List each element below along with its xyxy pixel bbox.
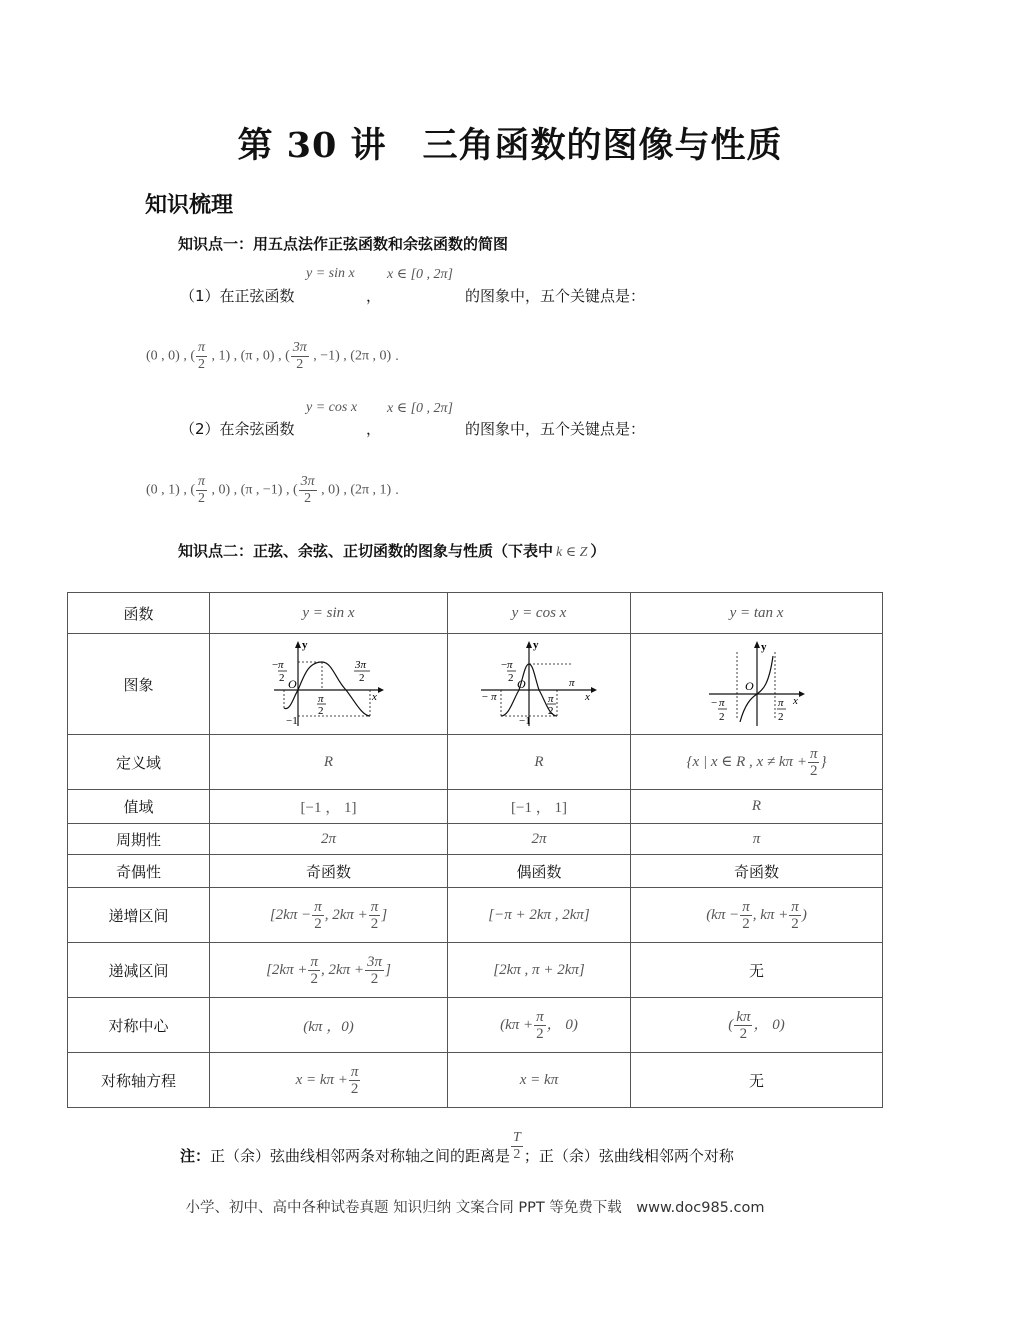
- cos-pi-label: π: [569, 677, 575, 689]
- section-heading: 知识梳理: [145, 193, 234, 218]
- page-title: 第 30 讲 三角函数的图像与性质: [237, 125, 783, 166]
- note-label: 注：: [180, 1147, 211, 1165]
- kp1-item1-points: (0 , 0) , ( $\frac{\pi}{2}$ , 1) , (π , 0) , ( $\frac{3\pi}{2}$ , −1) , (2π , 0) .: [146, 340, 399, 372]
- kp1-item2-domain: x ∈ [0 , 2π]: [387, 401, 453, 416]
- cos-minus-one: −1: [519, 715, 531, 727]
- note-text2: ；正（余）弦曲线相邻两个对称: [523, 1147, 734, 1165]
- tan-graph: [709, 638, 805, 730]
- sin-minus-one: −1: [285, 715, 298, 727]
- kp1-item2-func: y = cos x: [306, 400, 358, 415]
- cos-neg-pi-label: − π: [481, 691, 497, 703]
- sin-pi-half-num: π: [317, 693, 324, 705]
- kp1-item1-domain: x ∈ [0 , 2π]: [387, 267, 453, 282]
- cell-axis-sin: x = kπ + $\frac{\pi}{2}$: [210, 1053, 448, 1108]
- sin-3pi-num: 3π: [354, 659, 366, 671]
- cos-neg-sign: −: [501, 659, 508, 671]
- tan-y-label: y: [760, 641, 766, 653]
- table-row-increasing: [68, 888, 883, 943]
- kp1-item1-func: y = sin x: [306, 266, 355, 281]
- cell-range-tan: R: [631, 790, 883, 824]
- tan-neg-pi-den: 2: [718, 711, 724, 723]
- table-row-decreasing: [68, 943, 883, 998]
- note-fraction: $\frac{T}{2}$: [513, 1130, 521, 1162]
- kp1-item1-comma: ，: [366, 287, 382, 305]
- sin-x-label: x: [371, 691, 377, 703]
- table-row-axis: [68, 1053, 883, 1108]
- cell-dec-cos: [2kπ , π + 2kπ]: [448, 943, 631, 998]
- cell-axis-cos: x = kπ: [448, 1053, 631, 1108]
- kp2-heading: 知识点二：正弦、余弦、正切函数的图象与性质（下表中 k ∈ Z ）: [178, 542, 606, 560]
- table-row-header: [68, 593, 883, 634]
- cell-header-tan: y = tan x: [631, 593, 883, 634]
- cell-domain-cos: R: [448, 735, 631, 790]
- cos-neg-pi-num: π: [507, 659, 513, 671]
- table-row-center: [68, 998, 883, 1053]
- cell-range-sin: [−1 ， 1]: [210, 790, 448, 824]
- cell-parity-cos: 偶函数: [448, 855, 631, 888]
- cell-center-tan: ( $\frac{k\pi}{2}$ ， 0): [631, 998, 883, 1053]
- note-text1: 正（余）弦曲线相邻两条对称轴之间的距离是: [210, 1147, 511, 1165]
- sin-3pi-den: 2: [358, 672, 364, 684]
- table-row-range: [68, 790, 883, 824]
- cell-graph-tan: [631, 634, 883, 735]
- cell-header-label: 函数: [68, 593, 210, 634]
- table-row-period: [68, 824, 883, 855]
- cos-origin: O: [517, 677, 526, 691]
- cell-parity-label: 奇偶性: [68, 855, 210, 888]
- cell-graph-label: 图象: [68, 634, 210, 735]
- table-row-parity: [68, 855, 883, 888]
- cos-y-label: y: [533, 639, 539, 651]
- cell-header-sin: y = sin x: [210, 593, 448, 634]
- cell-axis-tan: 无: [631, 1053, 883, 1108]
- cell-domain-sin: R: [210, 735, 448, 790]
- cell-axis-label: 对称轴方程: [68, 1053, 210, 1108]
- cell-domain-label: 定义域: [68, 735, 210, 790]
- cell-period-tan: π: [631, 824, 883, 855]
- cell-range-label: 值域: [68, 790, 210, 824]
- cell-parity-sin: 奇函数: [210, 855, 448, 888]
- kp1-item2-points: (0 , 1) , ( $\frac{\pi}{2}$ , 0) , (π , −1) , ( $\frac{3\pi}{2}$ , 0) , (2π , 1) .: [146, 474, 399, 506]
- cell-parity-tan: 奇函数: [631, 855, 883, 888]
- tan-pi-den: 2: [777, 711, 783, 723]
- table-row-graph: [68, 634, 883, 735]
- cell-inc-label: 递增区间: [68, 888, 210, 943]
- cell-inc-cos: [−π + 2kπ , 2kπ]: [448, 888, 631, 943]
- cell-center-label: 对称中心: [68, 998, 210, 1053]
- cell-range-cos: [−1 ， 1]: [448, 790, 631, 824]
- cell-graph-cos: [448, 634, 631, 735]
- sin-neg-pi: π: [277, 659, 284, 671]
- kp1-item1-prefix: （1）在正弦函数: [180, 287, 295, 305]
- cell-header-cos: y = cos x: [448, 593, 631, 634]
- properties-table: [67, 592, 883, 1108]
- cell-graph-sin: [210, 634, 448, 735]
- sin-pi-half-den: 2: [317, 705, 323, 717]
- cell-domain-tan: {x | x ∈ R , x ≠ kπ + $\frac{\pi}{2}$ }: [631, 735, 883, 790]
- cos-pi-half-den: 2: [548, 705, 554, 717]
- sin-y-label: y: [301, 639, 307, 651]
- tan-neg-pi-num: π: [718, 697, 725, 709]
- tan-pi-num: π: [777, 697, 784, 709]
- cos-pi-half-num: π: [548, 693, 554, 705]
- cos-neg-pi-den: 2: [508, 672, 514, 684]
- cos-graph: [481, 638, 597, 730]
- cell-dec-sin: [2kπ + $\frac{\pi}{2}$ , 2kπ + $\frac{3\pi}{2}$ ]: [210, 943, 448, 998]
- table-row-domain: [68, 735, 883, 790]
- cell-period-sin: 2π: [210, 824, 448, 855]
- kp1-item1-suffix: 的图象中，五个关键点是：: [465, 287, 646, 305]
- cell-period-cos: 2π: [448, 824, 631, 855]
- sin-origin: O: [287, 677, 297, 691]
- tan-x-label: x: [792, 695, 798, 707]
- kp1-heading: 知识点一：用五点法作正弦函数和余弦函数的简图: [178, 235, 509, 253]
- cell-inc-sin: [2kπ − $\frac{\pi}{2}$ , 2kπ + $\frac{\pi}{2}$ ]: [210, 888, 448, 943]
- cell-dec-tan: 无: [631, 943, 883, 998]
- cell-period-label: 周期性: [68, 824, 210, 855]
- cell-center-sin: (kπ ，0): [210, 998, 448, 1053]
- cell-center-cos: (kπ + $\frac{\pi}{2}$ ， 0): [448, 998, 631, 1053]
- note-line: [180, 1130, 734, 1173]
- footer-text: 小学、初中、高中各种试卷真题 知识归纳 文案合同 PPT 等免费下载 www.doc985.com: [185, 1200, 765, 1216]
- kp1-item2-suffix: 的图象中，五个关键点是：: [465, 420, 646, 438]
- sin-neg-sign: −: [271, 659, 278, 671]
- cell-dec-label: 递减区间: [68, 943, 210, 998]
- sin-graph: [271, 638, 384, 730]
- kp1-item2-comma: ，: [366, 420, 382, 438]
- sin-neg-two: 2: [278, 672, 284, 684]
- tan-origin: O: [744, 679, 754, 693]
- cos-x-label: x: [585, 691, 590, 703]
- tan-neg-sign: −: [710, 697, 717, 709]
- cell-inc-tan: (kπ − $\frac{\pi}{2}$ , kπ + $\frac{\pi}{2}$ ): [631, 888, 883, 943]
- kp1-item2-prefix: （2）在余弦函数: [180, 420, 295, 438]
